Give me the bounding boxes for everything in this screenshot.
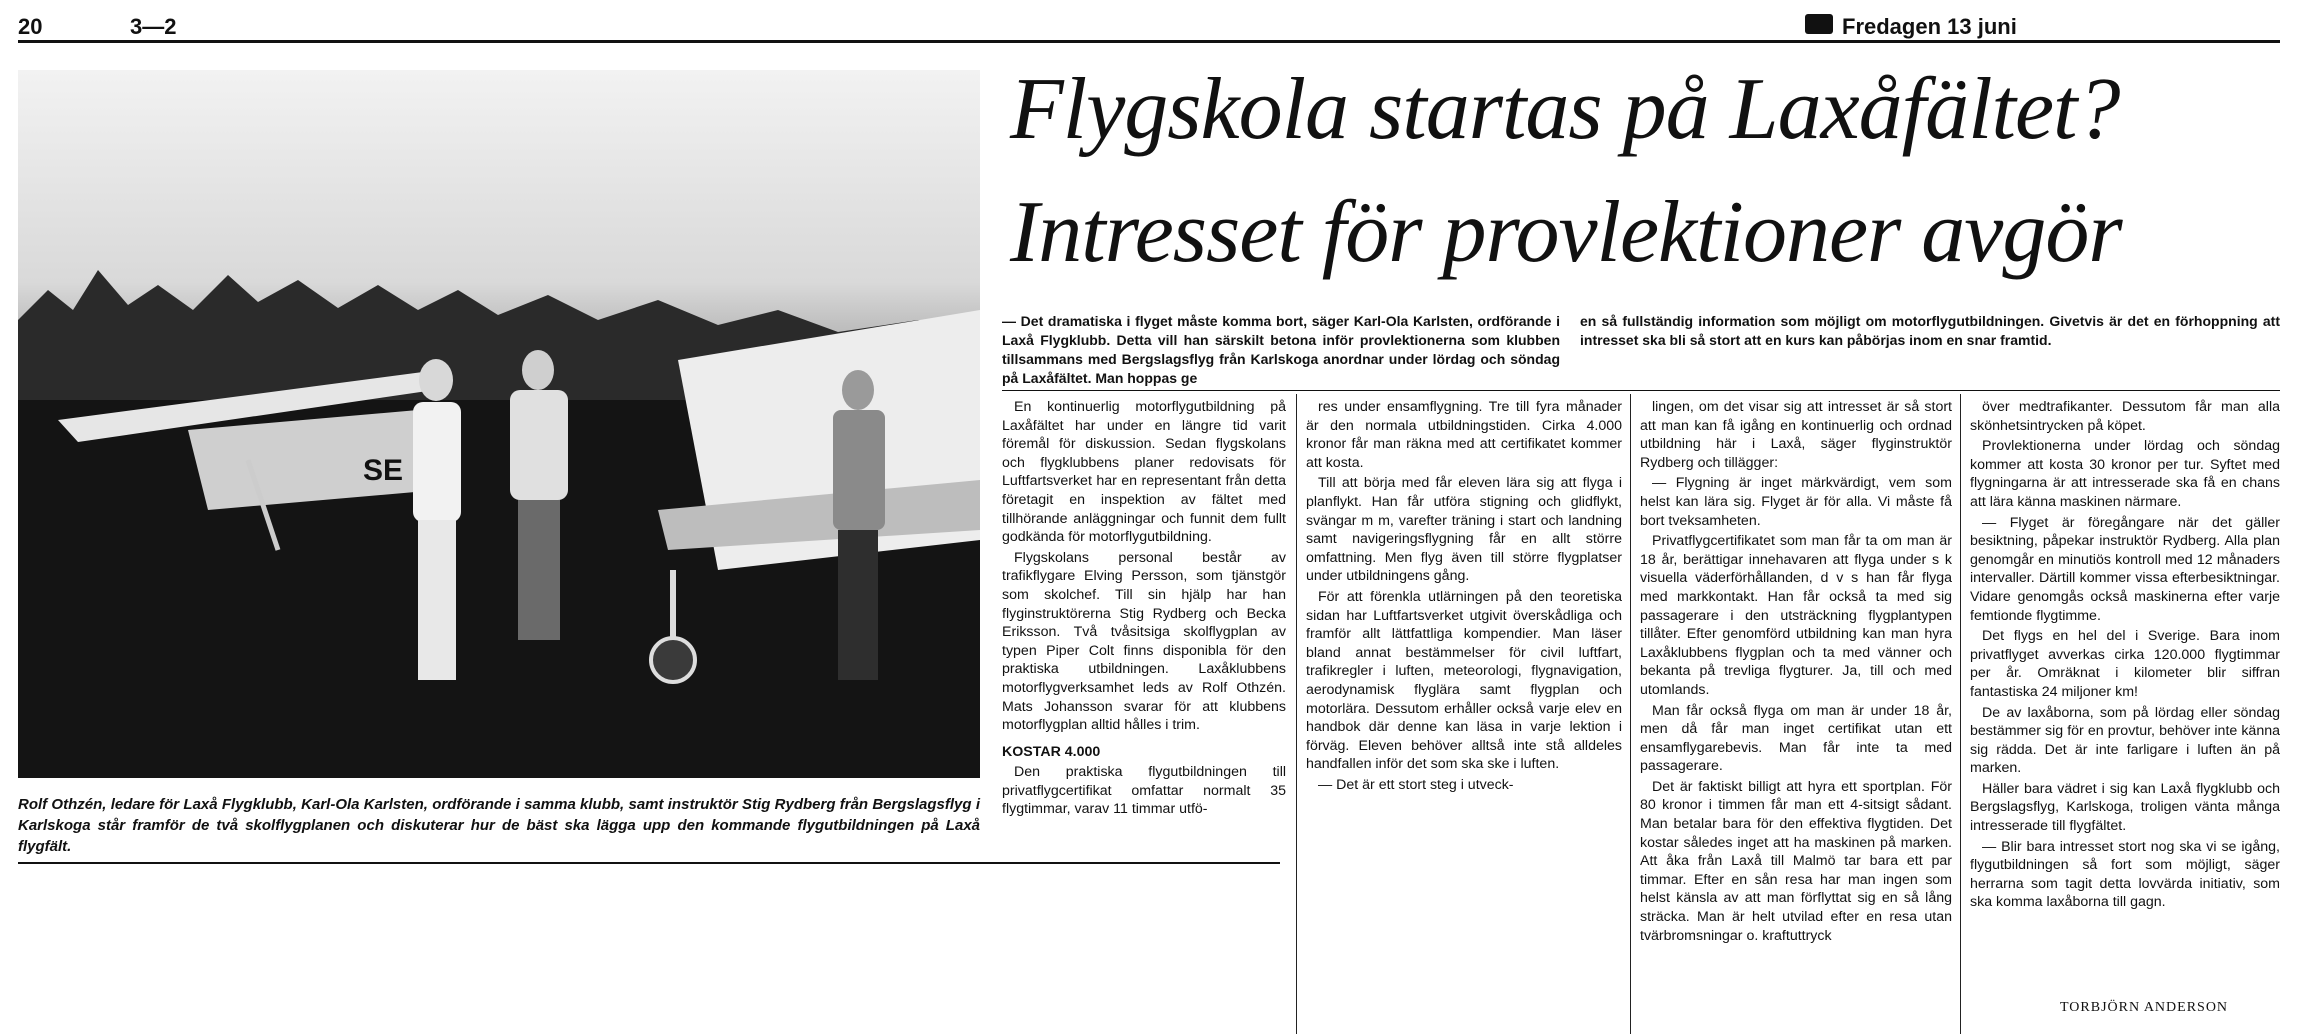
headline-line-2: Intresset för provlektioner avgör xyxy=(1010,184,2122,281)
col2-paragraph-1: res under ensamflygning. Tre till fyra månader är den normala utbildningstiden. Cirka 4.000 kronor får man räkna med att certifikatet kommer att kosta. xyxy=(1306,399,1622,471)
airfield-photo-graphic xyxy=(18,70,980,778)
col4-paragraph-1: över medtrafikanter. Dessutom får man alla skönhetsintrycken på köpet. xyxy=(1970,399,2280,434)
col2-paragraph-2: Till att börja med får eleven lära sig att flyga i planflykt. Han får utföra stigning och glidflykt, svängar m m, varefter träning i start och landning samt navigeringsflygning får en allt större omfattning. Men flyg även till större flygplatser under utbildningens gång. xyxy=(1306,475,1622,585)
issue-date: Fredagen 13 juni xyxy=(1842,14,2017,39)
column-rule-3 xyxy=(1960,394,1961,1034)
col1-paragraph-1: En kontinuerlig motorflygutbildning på Laxåfältet har under en längre tid varit föremål för diskussion. Sedan flygskolans och flygklubbens planer redovisats för Luftfartsverket har en representant från detta företagit en inspektion av fältet med tillhörande anläggningar och funnit dem fullt godkända för motorflygutbildning. xyxy=(1002,399,1286,546)
article-column-3 xyxy=(1640,398,1952,1030)
news-photo xyxy=(18,70,980,778)
col3-paragraph-5: Det är faktiskt billigt att hyra ett sportplan. För 80 kronor i timmen får man ett 4-sitsigt sådant. Man betalar bara för den effektiva flygtiden. Det kostar således inget att ha maskinen på marken. Att åka från Laxå till Malmö tar bara ett par timmar. Efter en sån resa har man ingen som helst känsla av att man förflyttat sig en så lång sträcka. Man är helt utvilad efter en resa utan tvärbromsningar o. kraftuttryck xyxy=(1640,778,1952,944)
author-byline: TORBJÖRN ANDERSON xyxy=(2060,1000,2229,1015)
lead-paragraph-right: en så fullständig information som möjligt om motorflygutbildningen. Givetvis är det en förhoppning att intresset ska bli så stort att en kurs kan påbörjas inom en snar framtid. xyxy=(1580,313,2280,348)
page-number: 20 xyxy=(18,14,43,39)
col3-paragraph-3: Privatflygcertifikatet som man får ta om man är 18 år, berättigar innehavaren att flyga under s k visuella väderförhållanden, d v s han får flyga med markkontakt. Han får också ta med sig passagerare i den utsträckning flygplantypen tillåter. Efter genomförd utbildning kan man hyra Laxåklubbens flygplan och ta med vänner och bekanta på trevliga flygturer. Ja, till och med utomlands. xyxy=(1640,533,1952,698)
col4-paragraph-5: De av laxåborna, som på lördag eller söndag bestämmer sig för en provtur, behöver inte känna sig rädda. Det är inte farligare i luften än på marken. xyxy=(1970,704,2280,777)
col1-paragraph-2: Flygskolans personal består av trafikflygare Elving Persson, som tjänstgör som skolchef. Till sin hjälp har han flyginstruktörerna Stig Rydberg och Becka Eriksson. Två tvåsitsiga skolflygplan av typen Piper Colt finns disponibla för den praktiska utbildningen. Laxåklubbens motorflygverksamhet leds av Rolf Othzén. Mats Johansson svarar för att klubbens motorflygplan alltid hålles i trim. xyxy=(1002,549,1286,734)
col3-paragraph-2: — Flygning är inget märkvärdigt, vem som helst kan lära sig. Flyget är för alla. Vi måste få bort tveksamheten. xyxy=(1640,475,1952,529)
col4-paragraph-3: — Flyget är föregångare när det gäller besiktning, påpekar instruktör Rydberg. Alla plan genomgår en minutiös kontroll med 12 månaders intervaller. Därtill kommer vissa efterbesiktningar. Vidare genomgås också maskinerna efter varje femtionde flygtimme. xyxy=(1970,514,2280,624)
col2-paragraph-4: — Det är ett stort steg i utveck- xyxy=(1318,776,1514,793)
col2-paragraph-3: För att förenkla utlärningen på den teoretiska sidan har Luftfartsverket utgivit överskådliga och framför allt lättfattliga kompendier. Man läser bland annat bestämmelser för civil luftfart, trafikregler i luften, meteorologi, flygnavigation, aerodynamisk flyglära samt flygplan och motorlära. Dessutom erhåller också varje elev en handbok där denne kan läsa in varje lektion i förväg. Eleven behöver alltså inte stå alldeles handfallen inför det som ska ske i luften. xyxy=(1306,588,1622,773)
section-label: 3—2 xyxy=(130,14,177,39)
column-rule-1 xyxy=(1296,394,1297,1034)
article-column-1 xyxy=(1002,398,1286,1030)
subheading-kostar: KOSTAR 4.000 xyxy=(1002,743,1101,760)
lead-rule xyxy=(1002,390,2280,391)
newspaper-logo-icon xyxy=(1805,14,1833,34)
header-rule xyxy=(18,40,2280,43)
column-rule-2 xyxy=(1630,394,1631,1034)
col1-paragraph-3: Den praktiska flygutbildningen till privatflygcertifikat omfattar normalt 35 flygtimmar, varav 11 timmar utfö- xyxy=(1002,764,1286,818)
col4-paragraph-4: Det flygs en hel del i Sverige. Bara inom privatflyget avverkas cirka 120.000 flygtimmar per år. Omräknat i kilometer blir siffran fantastiska 24 miljoner km! xyxy=(1970,628,2280,700)
col4-paragraph-2: Provlektionerna under lördag och söndag kommer att kosta 30 kronor per tur. Syftet med flygningarna är att intresserade ska få en chans att lära känna maskinen närmare. xyxy=(1970,438,2280,510)
headline-line-1: Flygskola startas på Laxåfältet? xyxy=(1010,61,2120,158)
article-column-2 xyxy=(1306,398,1622,1030)
col4-paragraph-6: Häller bara vädret i sig kan Laxå flygklubb och Bergslagsflyg, Karlskoga, troligen vänta många intresserade till flygfältet. xyxy=(1970,780,2280,835)
lead-paragraph-left: — Det dramatiska i flyget måste komma bort, säger Karl-Ola Karlsten, ordförande i Laxå Flygklubb. Detta vill han särskilt betona inför provlektionerna som klubben tillsammans med Bergslagsflyg från Karlskoga anordnar under lördag och söndag på Laxåfältet. Man hoppas ge xyxy=(1002,313,1560,386)
col3-paragraph-4: Man får också flyga om man är under 18 år, men då får man inget certifikat utan ett ensamflygarebevis. Man får inte ta med passagerare. xyxy=(1640,702,1952,775)
article-column-4 xyxy=(1970,398,2280,994)
col4-paragraph-7: — Blir bara intresset stort nog ska vi se igång, flygutbildningen så fort som möjligt, säger herrarna som tagit detta lovvärda initiativ, som ska komma laxåborna till gagn. xyxy=(1970,838,2280,911)
registration-mark: SE xyxy=(363,454,404,487)
col3-paragraph-1: lingen, om det visar sig att intresset är så stort att man kan få igång en kontinuerlig och ordnad utbildning här i Laxå, säger flyginstruktör Rydberg och tillägger: xyxy=(1640,399,1952,471)
photo-caption: Rolf Othzén, ledare för Laxå Flygklubb, Karl-Ola Karlsten, ordförande i samma klubb, samt instruktör Stig Rydberg från Bergslagsflyg i Karlskoga står framför de två skolflygplanen och diskuterar hur de bäst ska lägga upp den kommande flygutbildningen på Laxå flygfält. xyxy=(18,796,980,855)
